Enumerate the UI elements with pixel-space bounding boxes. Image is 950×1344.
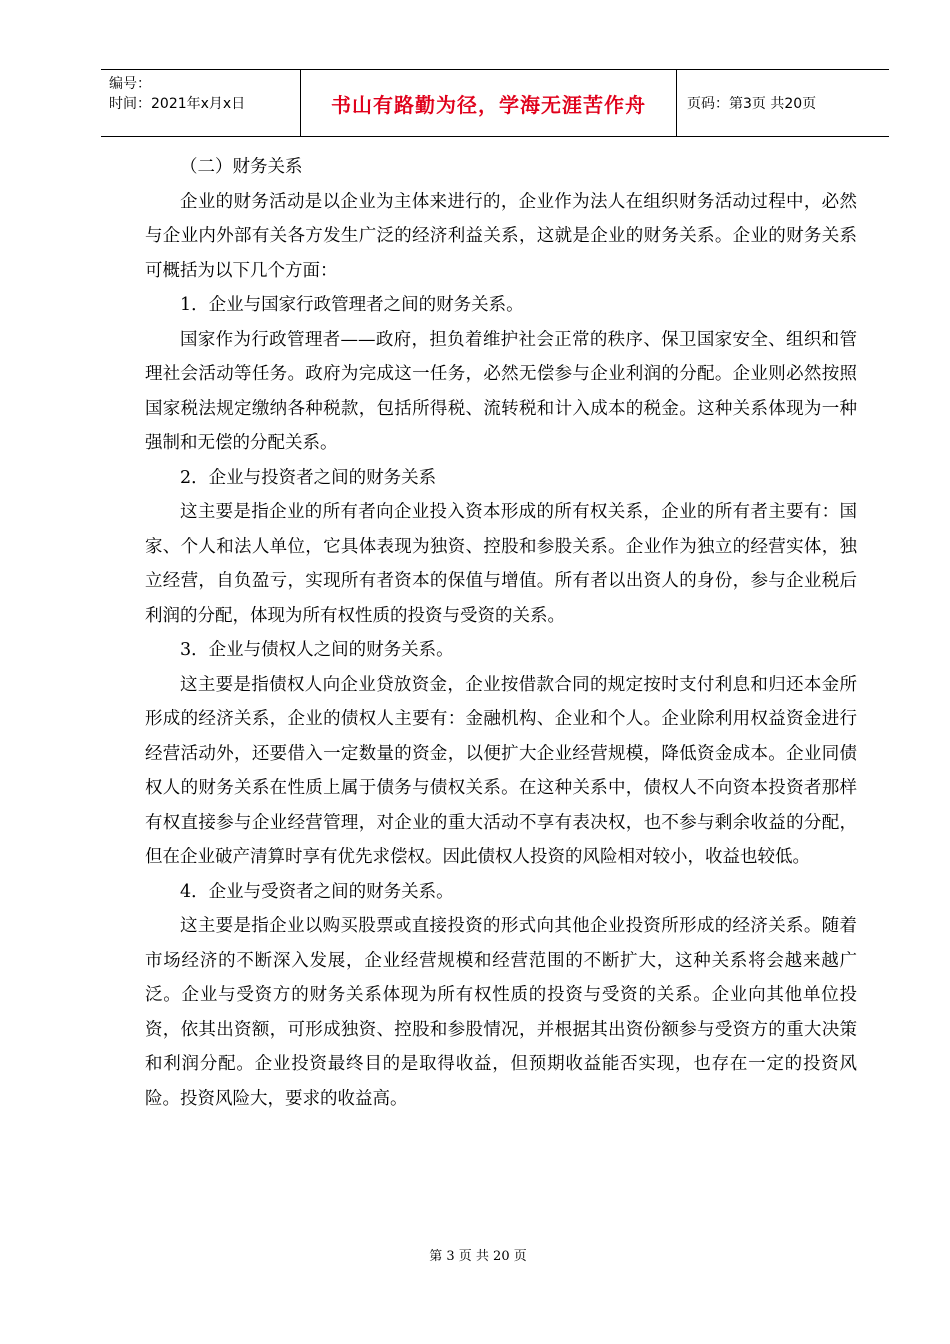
paragraph: 这主要是指企业的所有者向企业投入资本形成的所有权关系，企业的所有者主要有：国家、个人和法人单位，它具体表现为独资、控股和参股关系。企业作为独立的经营实体，独立经营，自负盈亏，实现所有者资本的保值与增值。所有者以出资人的身份，参与企业税后利润的分配，体现为所有权性质的投资与受资的关系。 bbox=[145, 502, 857, 626]
paragraph: 企业的财务活动是以企业为主体来进行的，企业作为法人在组织财务活动过程中，必然与企业内外部有关各方发生广泛的经济利益关系，这就是企业的财务关系。企业的财务关系可概括为以下几个方面： bbox=[145, 191, 857, 281]
page-header bbox=[101, 69, 889, 137]
subheading: 3．企业与债权人之间的财务关系。 bbox=[180, 640, 454, 660]
subheading: 2．企业与投资者之间的财务关系 bbox=[180, 467, 437, 488]
header-page-info: 页码：第3页 共20页 bbox=[687, 96, 817, 112]
subheading: 4．企业与受资者之间的财务关系。 bbox=[180, 881, 454, 902]
paragraph: 国家作为行政管理者——政府，担负着维护社会正常的秩序、保卫国家安全、组织和管理社会活动等任务。政府为完成这一任务，必然无偿参与企业利润的分配。企业则必然按照国家税法规定缴纳各种税款，包括所得税、流转税和计入成本的税金。这种关系体现为一种强制和无偿的分配关系。 bbox=[145, 329, 857, 453]
document-body bbox=[145, 150, 857, 1116]
page-footer: 第 3 页 共 20 页 bbox=[429, 1249, 527, 1264]
subheading: 1．企业与国家行政管理者之间的财务关系。 bbox=[180, 295, 524, 315]
header-meta bbox=[101, 70, 301, 136]
time-label: 时间：2021年x月x日 bbox=[109, 96, 246, 112]
header-motto: 书山有路勤为径，学海无涯苦作舟 bbox=[301, 70, 677, 136]
number-label: 编号： bbox=[109, 76, 151, 92]
paragraph: 这主要是指债权人向企业贷放资金，企业按借款合同的规定按时支付利息和归还本金所形成的经济关系，企业的债权人主要有：金融机构、企业和个人。企业除利用权益资金进行经营活动外，还要借入一定数量的资金，以便扩大企业经营规模，降低资金成本。企业同债权人的财务关系在性质上属于债务与债权关系。在这种关系中，债权人不向资本投资者那样有权直接参与企业经营管理，对企业的重大活动不享有表决权，也不参与剩余收益的分配，但在企业破产清算时享有优先求偿权。因此债权人投资的风险相对较小，收益也较低。 bbox=[145, 674, 857, 867]
paragraph: 这主要是指企业以购买股票或直接投资的形式向其他企业投资所形成的经济关系。随着市场经济的不断深入发展，企业经营规模和经营范围的不断扩大，这种关系将会越来越广泛。企业与受资方的财务关系体现为所有权性质的投资与受资的关系。企业向其他单位投资，依其出资额，可形成独资、控股和参股情况，并根据其出资份额参与受资方的重大决策和利润分配。企业投资最终目的是取得收益，但预期收益能否实现，也存在一定的投资风险。投资风险大，要求的收益高。 bbox=[145, 916, 857, 1109]
section-heading: （二）财务关系 bbox=[180, 157, 303, 177]
